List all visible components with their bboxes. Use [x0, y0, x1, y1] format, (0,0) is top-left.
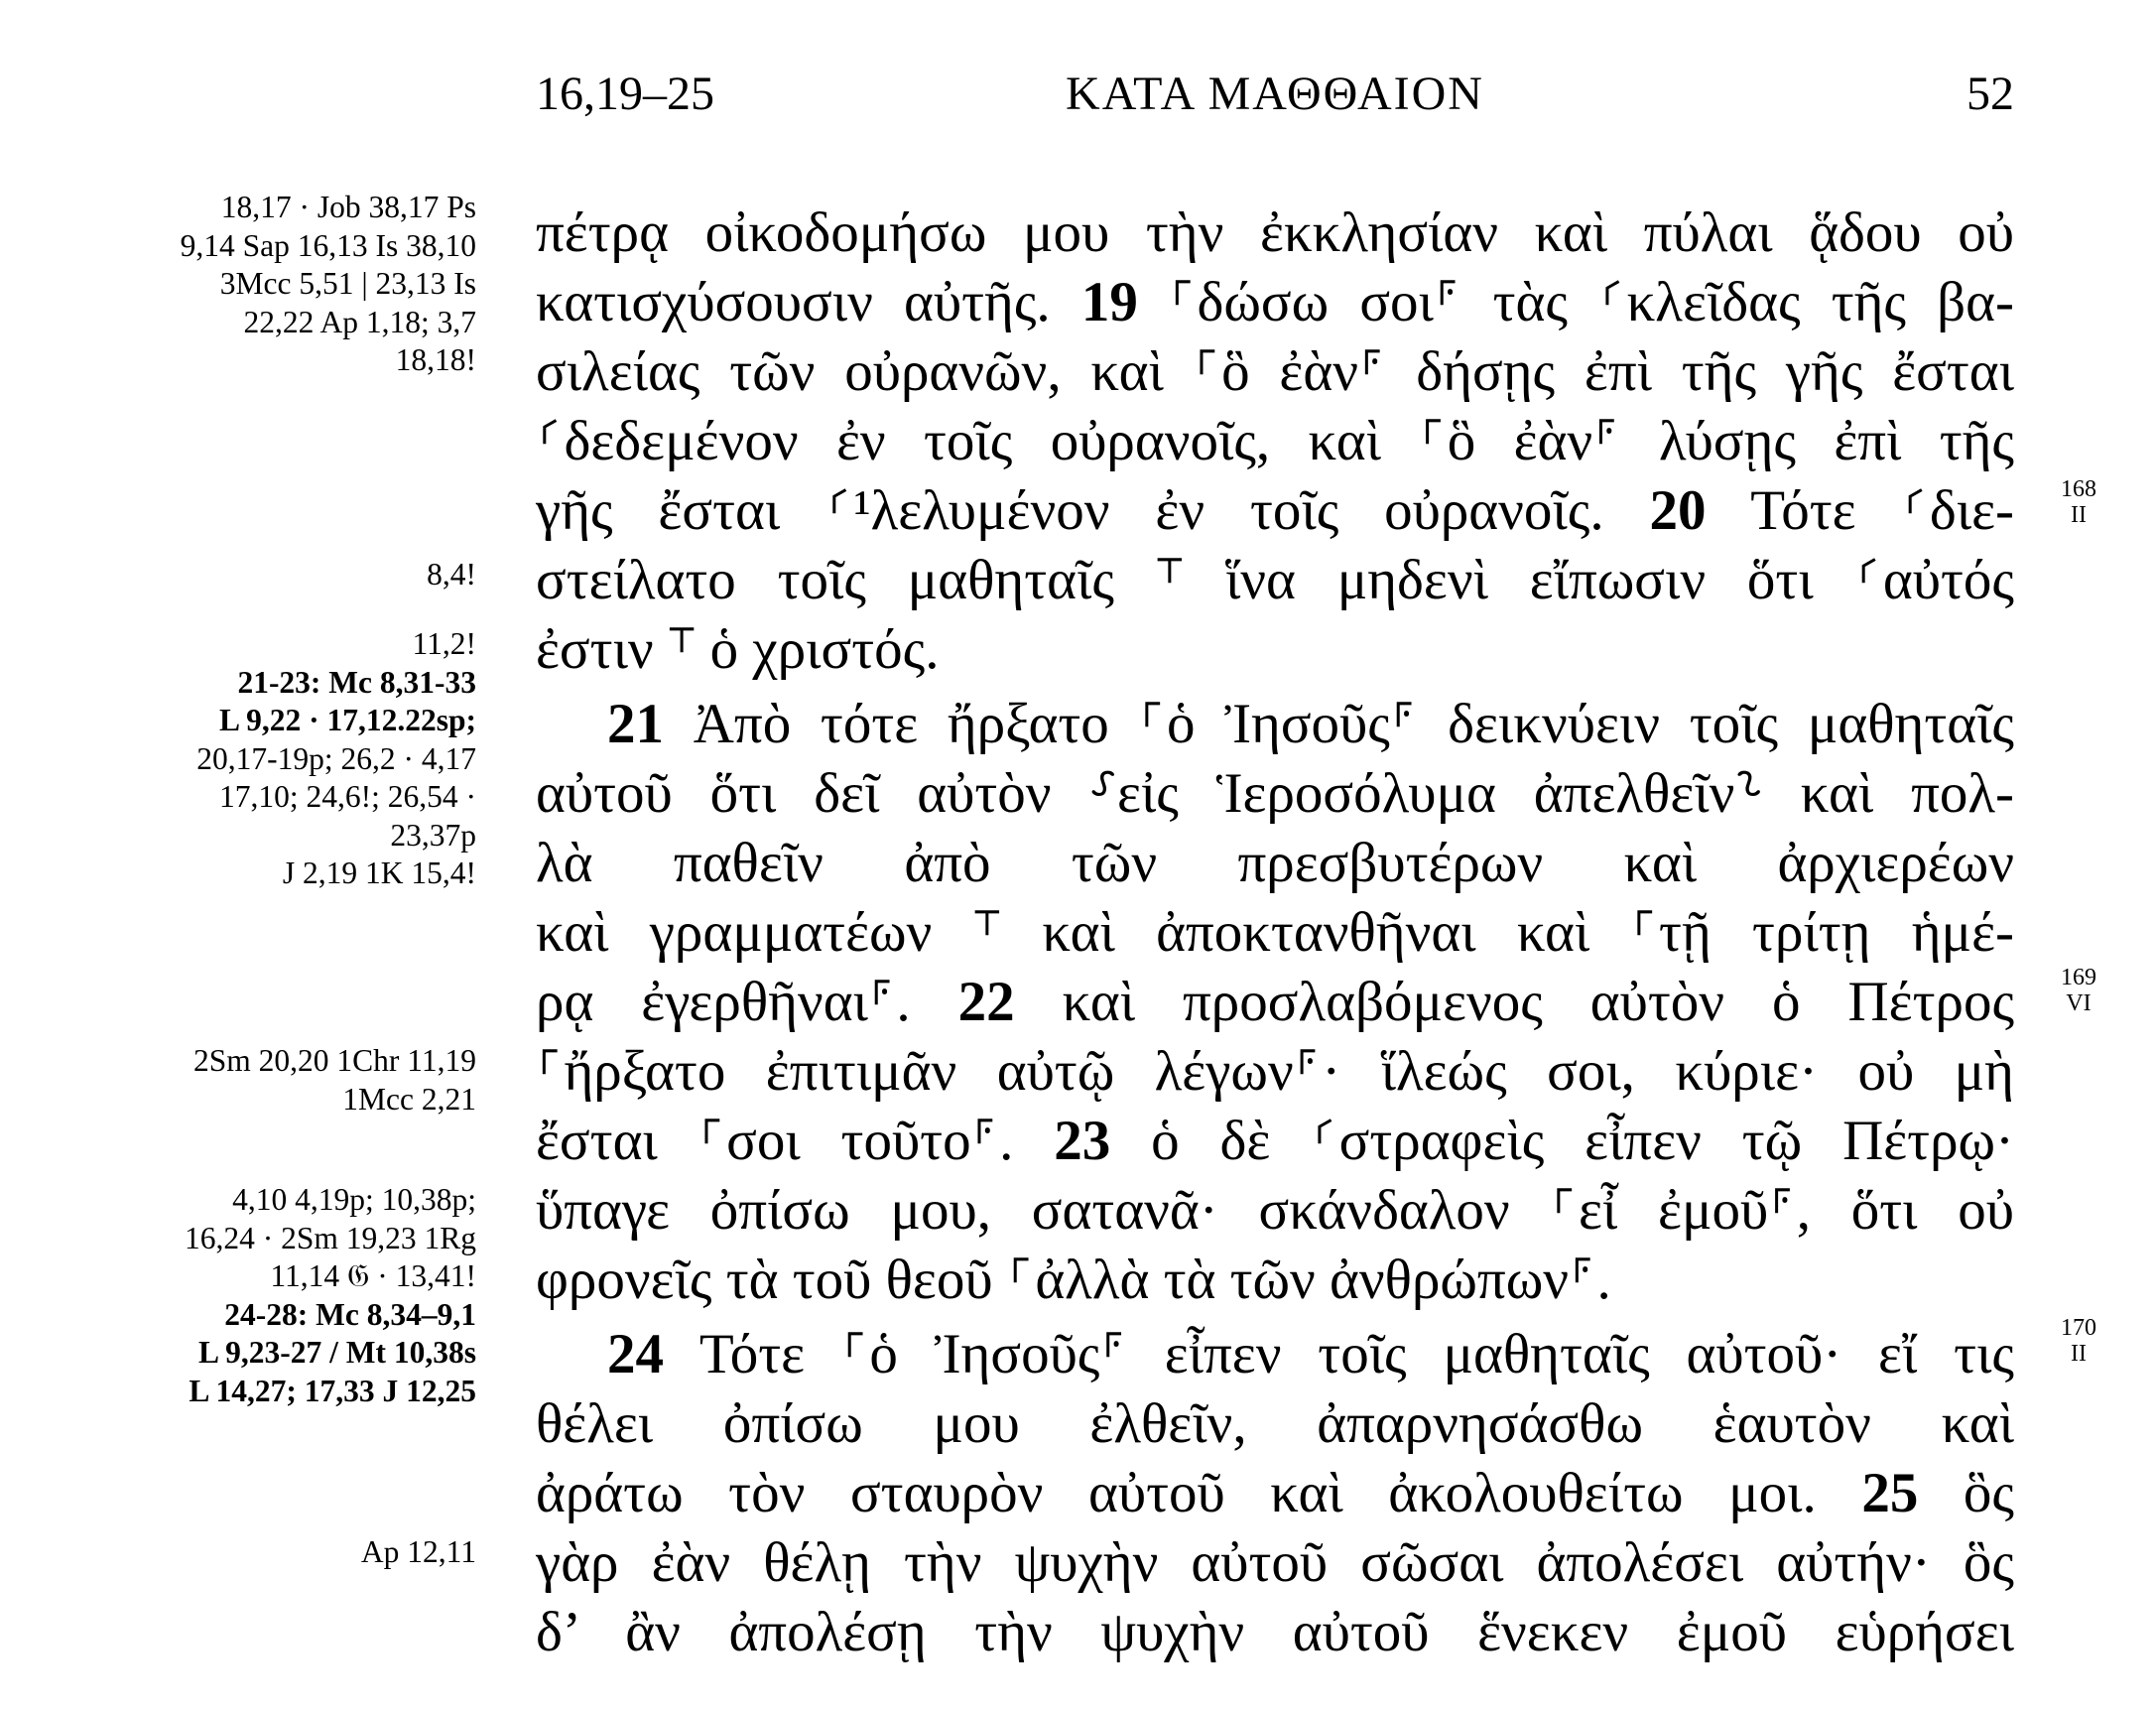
text-line: φρονεῖς τὰ τοῦ θεοῦ ⸀ἀλλὰ τὰ τῶν ἀνθρώπων⸁.: [536, 1249, 1611, 1311]
text-line: πέτρᾳ οἰκοδομήσω μου τὴν ἐκκλησίαν καὶ πύλαι ᾅδου οὐ: [536, 201, 2014, 264]
verse-number: 19: [1080, 271, 1138, 333]
margin-ref: Ap 12,11: [360, 1534, 476, 1569]
margin-ref: 18,17 · Job 38,17 Ps 9,14 Sap 16,13 Is 38,10 3Mcc 5,51 | 23,13 Is 22,22 Ap 1,18; 3,7 18,18!: [180, 190, 476, 377]
text-line: στείλατο τοῖς μαθηταῖς ⸆ ἵνα μηδενὶ εἴπωσιν ὅτι ⸂αὐτός: [536, 549, 2014, 611]
text-line: καὶ γραμματέων ⸆ καὶ ἀποκτανθῆναι καὶ ⸀τῇ τρίτῃ ἡμέ-: [536, 901, 2014, 964]
text-line: 21 Ἀπὸ τότε ἤρξατο ⸀ὁ Ἰησοῦς⸁ δεικνύειν τοῖς μαθηταῖς: [607, 693, 2014, 755]
text-line: κατισχύσουσιν αὐτῆς. 19 ⸀δώσω σοι⸁ τὰς ⸂κλεῖδας τῆς βα-: [536, 271, 2014, 333]
text-line: ⸂δεδεμένον ἐν τοῖς οὐρανοῖς, καὶ ⸀ὃ ἐὰν⸁ λύσῃς ἐπὶ τῆς: [536, 410, 2014, 472]
verse-number: 25: [1861, 1462, 1919, 1524]
text-line: αὐτοῦ ὅτι δεῖ αὐτὸν ⸉εἰς Ἱεροσόλυμα ἀπελθεῖν⸊ καὶ πολ-: [536, 762, 2014, 825]
text-line: ἀράτω τὸν σταυρὸν αὐτοῦ καὶ ἀκολουθείτω μοι. 25 ὃς: [536, 1462, 2014, 1524]
text-line: ὕπαγε ὀπίσω μου, σατανᾶ· σκάνδαλον ⸀εἶ ἐμοῦ⸁, ὅτι οὐ: [536, 1179, 2014, 1242]
text-line: ⸀ἤρξατο ἐπιτιμᾶν αὐτῷ λέγων⸁· ἵλεώς σοι, κύριε· οὐ μὴ: [536, 1040, 2014, 1103]
text-line: ρᾳ ἐγερθῆναι⸁. 22 καὶ προσλαβόμενος αὐτὸν ὁ Πέτρος: [536, 971, 2015, 1033]
verse-number: 20: [1649, 479, 1707, 542]
section-marker: 170 II: [2061, 1315, 2096, 1367]
verse-number: 21: [607, 693, 664, 755]
chapter-verse-range: 16,19–25: [536, 67, 714, 120]
margin-ref: 2Sm 20,20 1Chr 11,19 1Mcc 2,21: [193, 1043, 476, 1117]
text-line: σιλείας τῶν οὐρανῶν, καὶ ⸀ὃ ἐὰν⸁ δήσῃς ἐπὶ τῆς γῆς ἔσται: [536, 340, 2014, 403]
section-marker: 169 VI: [2061, 965, 2096, 1016]
margin-ref: 11,2! 21-23: Mc 8,31-33 L 9,22 · 17,12.22sp; 20,17-19p; 26,2 · 4,17 17,10; 24,6!; 26,54 · 23,37p J 2,19 1K 15,4!: [196, 626, 476, 890]
text-line: ἐστιν ⸆ ὁ χριστός.: [536, 618, 940, 681]
page-number: 52: [1966, 67, 2014, 120]
margin-ref: 8,4!: [427, 557, 476, 592]
running-header: [536, 60, 2014, 129]
text-line: δ’ ἂν ἀπολέσῃ τὴν ψυχὴν αὐτοῦ ἕνεκεν ἐμοῦ εὑρήσει: [536, 1601, 2014, 1663]
text-line: λὰ παθεῖν ἀπὸ τῶν πρεσβυτέρων καὶ ἀρχιερέων: [536, 832, 2014, 894]
verse-number: 23: [1054, 1110, 1111, 1172]
text-line: γῆς ἔσται ⸂¹λελυμένον ἐν τοῖς οὐρανοῖς. 20 Τότε ⸂διε-: [536, 479, 2014, 542]
verse-number: 24: [607, 1323, 664, 1385]
book-title: ΚΑΤΑ ΜΑΘΘΑΙΟΝ: [1066, 67, 1484, 120]
margin-ref: 4,10 4,19p; 10,38p; 16,24 · 2Sm 19,23 1Rg 11,14 𝔊 · 13,41! 24-28: Mc 8,34–9,1 L 9,23-27 / Mt 10,38s L 14,27; 17,33 J 12,25: [184, 1182, 476, 1408]
text-line: 24 Τότε ⸀ὁ Ἰησοῦς⸁ εἶπεν τοῖς μαθηταῖς αὐτοῦ· εἴ τις: [607, 1323, 2014, 1385]
text-line: γὰρ ἐὰν θέλῃ τὴν ψυχὴν αὐτοῦ σῶσαι ἀπολέσει αὐτήν· ὃς: [536, 1531, 2014, 1594]
verse-number: 22: [957, 971, 1015, 1033]
text-line: θέλει ὀπίσω μου ἐλθεῖν, ἀπαρνησάσθω ἑαυτὸν καὶ: [536, 1392, 2014, 1455]
section-marker: 168 II: [2061, 476, 2096, 528]
text-line: ἔσται ⸀σοι τοῦτο⸁. 23 ὁ δὲ ⸂στραφεὶς εἶπεν τῷ Πέτρῳ·: [536, 1110, 2015, 1172]
